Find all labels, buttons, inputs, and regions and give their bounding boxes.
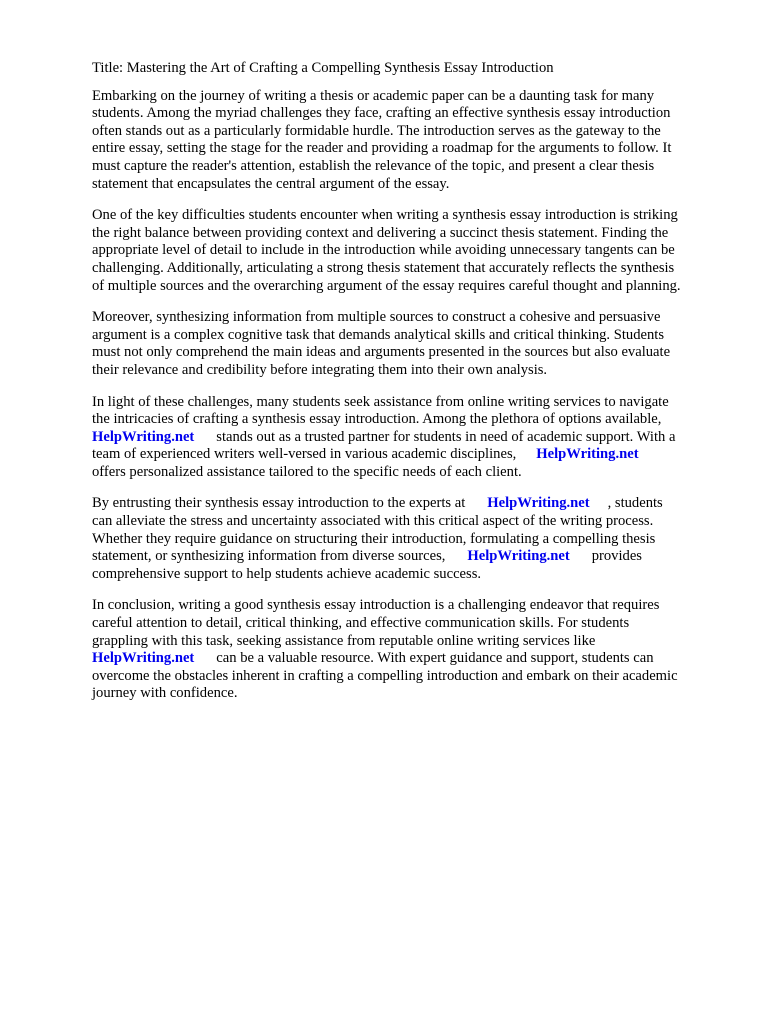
- helpwriting-link[interactable]: HelpWriting.net: [92, 428, 195, 445]
- text-line: One of the key difficulties students encounter when writing a synthesis essay introduction is striking: [92, 207, 678, 224]
- text-line: their relevance and credibility before integrating them into their own analysis.: [92, 361, 548, 378]
- text-line: In conclusion, writing a good synthesis essay introduction is a challenging endeavor that requires: [92, 597, 660, 614]
- text-line: In light of these challenges, many students seek assistance from online writing services to navigate: [92, 393, 669, 410]
- text-line: must not only comprehend the main ideas and arguments presented in the sources but also evaluate: [92, 344, 671, 361]
- helpwriting-link[interactable]: HelpWriting.net: [467, 548, 570, 565]
- paragraph-conclusion: [92, 597, 726, 703]
- text-line: Moreover, synthesizing information from multiple sources to construct a cohesive and persuasive: [92, 309, 661, 326]
- text-line: argument is a complex cognitive task that demands analytical skills and critical thinking. Students: [92, 326, 665, 343]
- text-line: journey with confidence.: [92, 685, 238, 702]
- text-line: careful attention to detail, critical thinking, and effective communication skills. For students: [92, 615, 630, 632]
- paragraph-intro: [92, 88, 726, 194]
- helpwriting-link[interactable]: HelpWriting.net: [536, 446, 639, 463]
- paragraph-synthesizing: [92, 309, 726, 379]
- text-line-with-link: [92, 446, 726, 464]
- text-fragment: statement, or synthesizing information from diverse sources,: [92, 548, 446, 565]
- text-fragment: team of experienced writers well-versed in various academic disciplines,: [92, 446, 517, 463]
- text-line: challenging. Additionally, articulating a strong thesis statement that accurately reflects the synthesis: [92, 259, 675, 276]
- text-line: of multiple sources and the overarching argument of the essay requires careful thought and planning.: [92, 277, 681, 294]
- text-line: comprehensive support to help students achieve academic success.: [92, 565, 482, 582]
- text-line: the intricacies of crafting a synthesis essay introduction. Among the plethora of options available,: [92, 411, 662, 428]
- text-line: entire essay, setting the stage for the reader and providing a roadmap for the arguments to follow. It: [92, 140, 672, 157]
- document-body: [92, 60, 726, 717]
- text-fragment: stands out as a trusted partner for students in need of academic support. With a: [216, 428, 676, 445]
- text-line: students. Among the myriad challenges they face, crafting an effective synthesis essay introduction: [92, 105, 671, 122]
- text-line: grappling with this task, seeking assistance from reputable online writing services like: [92, 632, 596, 649]
- text-fragment: can be a valuable resource. With expert guidance and support, students can: [216, 650, 654, 667]
- document-title: Title: Mastering the Art of Crafting a Compelling Synthesis Essay Introduction: [92, 60, 554, 76]
- text-fragment: , students: [607, 495, 663, 512]
- text-line: offers personalized assistance tailored to the specific needs of each client.: [92, 463, 522, 480]
- text-fragment: By entrusting their synthesis essay introduction to the experts at: [92, 495, 466, 512]
- paragraph-challenges: [92, 394, 726, 482]
- text-line: overcome the obstacles inherent in crafting a compelling introduction and embark on their academic: [92, 667, 678, 684]
- text-fragment: provides: [591, 548, 642, 565]
- text-line-with-link: [92, 650, 726, 668]
- text-line-with-link: [92, 548, 726, 566]
- text-line-with-link: [92, 429, 726, 447]
- text-line: must capture the reader's attention, establish the relevance of the topic, and present a clear thesis: [92, 157, 655, 174]
- helpwriting-link[interactable]: HelpWriting.net: [487, 495, 590, 512]
- helpwriting-link[interactable]: HelpWriting.net: [92, 650, 195, 667]
- text-line: can alleviate the stress and uncertainty associated with this critical aspect of the writing process.: [92, 513, 654, 530]
- text-line: often stands out as a particularly formidable hurdle. The introduction serves as the gateway to the: [92, 122, 661, 139]
- text-line: appropriate level of detail to include in the introduction while avoiding unnecessary tangents can be: [92, 242, 675, 259]
- paragraph-difficulties: [92, 207, 726, 295]
- text-line: Whether they require guidance on structuring their introduction, formulating a compelling thesis: [92, 530, 656, 547]
- text-line: the right balance between providing context and delivering a succinct thesis statement. Finding the: [92, 224, 669, 241]
- text-line-with-link: [92, 495, 726, 513]
- paragraph-entrusting: [92, 495, 726, 583]
- text-line: Embarking on the journey of writing a thesis or academic paper can be a daunting task for many: [92, 87, 655, 104]
- text-line: statement that encapsulates the central argument of the essay.: [92, 175, 450, 192]
